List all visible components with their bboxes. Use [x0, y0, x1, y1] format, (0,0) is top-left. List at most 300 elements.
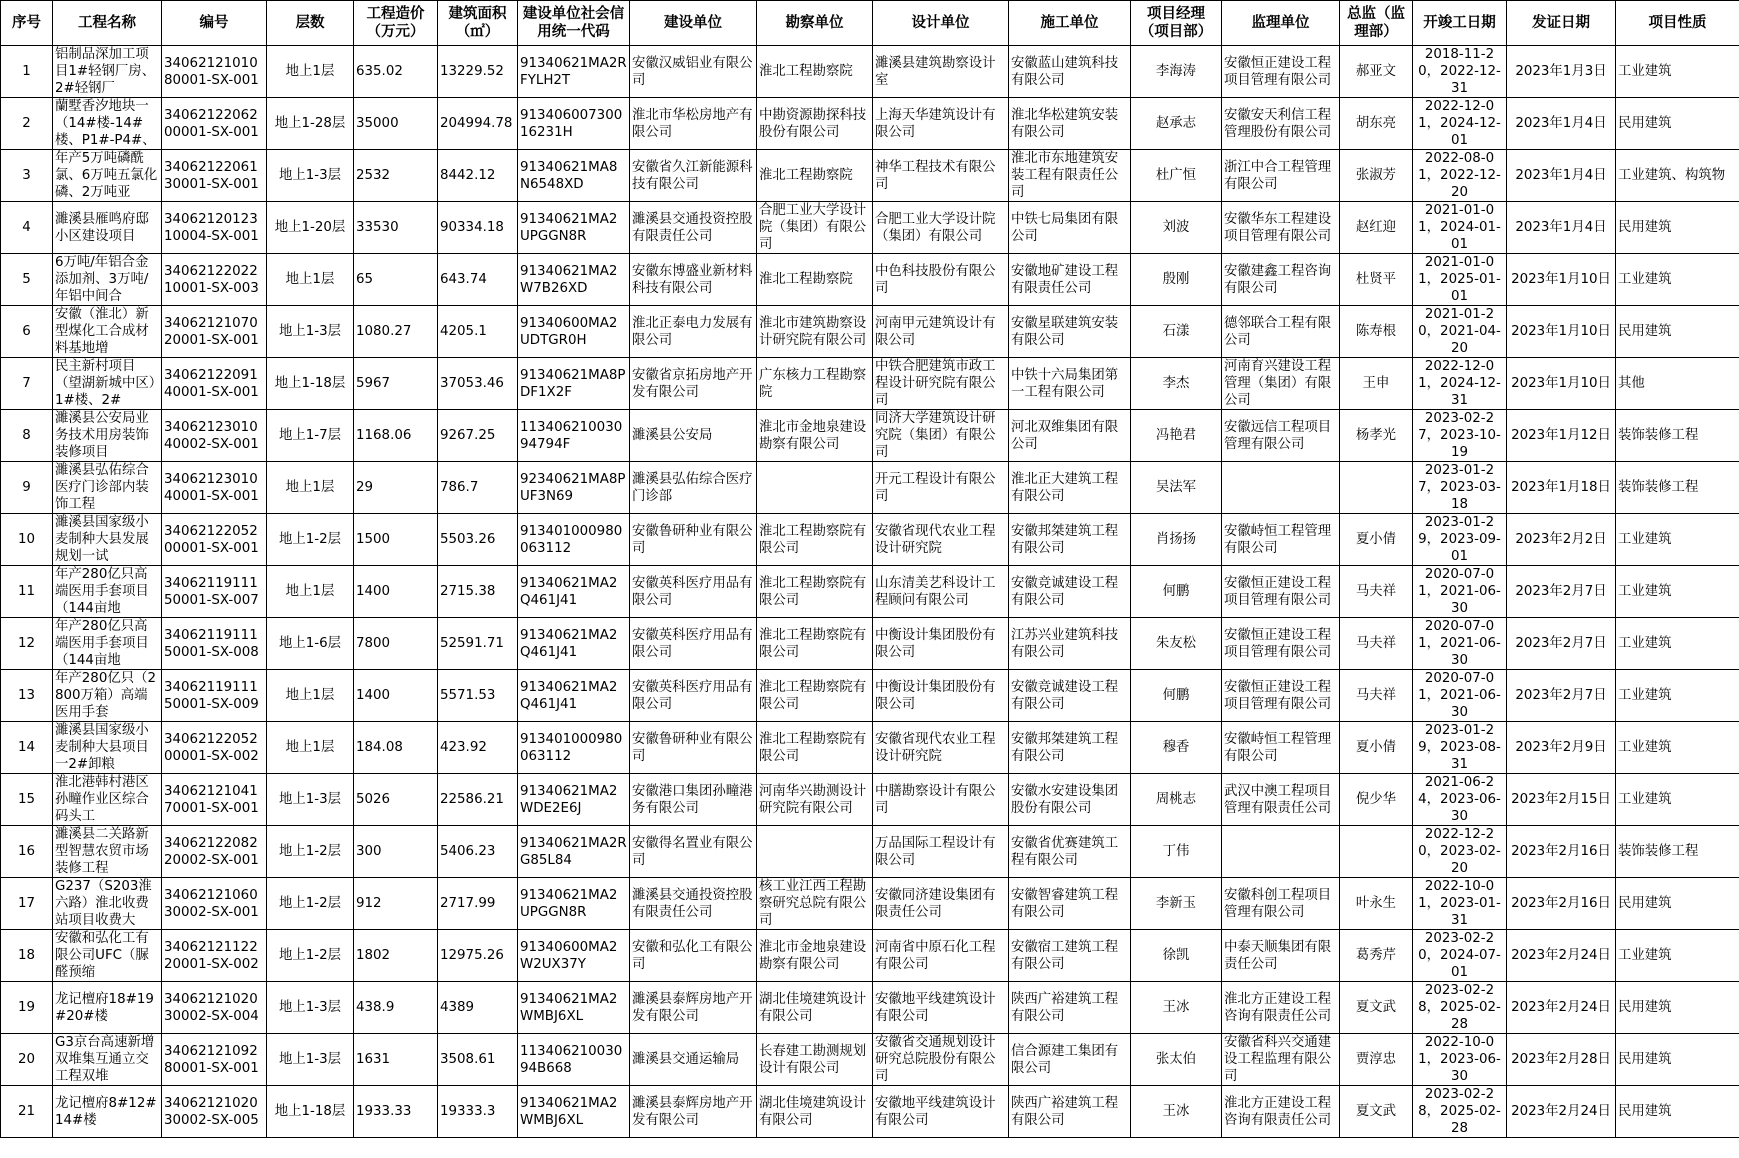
cell-issue-date [1507, 514, 1616, 566]
cell-text: 2023-01-27，2023-03-18 [1418, 463, 1501, 512]
cell-construction-unit [1009, 566, 1131, 618]
cell-seq [1, 930, 53, 982]
cell-text: 安徽同济建设集团有限责任公司 [875, 887, 996, 920]
cell-chief-supervisor [1340, 566, 1413, 618]
cell-text: 21 [17, 1104, 36, 1119]
cell-text: 2022-12-01，2024-12-01 [1418, 99, 1501, 148]
cell-project-type [1616, 1086, 1739, 1138]
cell-text: 刘波 [1162, 220, 1190, 235]
cell-floors [267, 670, 354, 722]
header-construction-unit: 施工单位 [1009, 1, 1131, 46]
cell-text: 地上1层 [285, 480, 335, 495]
cell-project-name [53, 982, 162, 1034]
cell-text: 淮北市华松房地产有限公司 [632, 107, 753, 140]
cell-cost [354, 878, 438, 930]
cell-serial-no [162, 722, 267, 774]
cell-text: 2023年1月4日 [1515, 116, 1607, 131]
cell-project-manager [1131, 774, 1222, 826]
cell-chief-supervisor [1340, 618, 1413, 670]
cell-design-unit [873, 202, 1009, 254]
cell-cost [354, 1034, 438, 1086]
cell-text: 1802 [356, 948, 391, 963]
cell-text: 2023-01-29，2023-08-31 [1418, 723, 1501, 772]
cell-text: 夏文武 [1355, 1104, 1397, 1119]
cell-text: 安徽省现代农业工程设计研究院 [875, 523, 996, 556]
cell-cost [354, 150, 438, 202]
cell-credit-code [518, 462, 630, 514]
cell-text: 91340621MA2Q461J41 [520, 575, 618, 608]
header-area: 建筑面积（㎡） [438, 1, 518, 46]
cell-text: 1168.06 [356, 428, 412, 443]
cell-text: 1631 [356, 1052, 391, 1067]
cell-cost [354, 982, 438, 1034]
cell-text: 胡东亮 [1355, 116, 1397, 131]
cell-survey-unit [757, 878, 873, 930]
cell-text: 安徽建鑫工程咨询有限公司 [1224, 263, 1332, 296]
cell-project-manager [1131, 410, 1222, 462]
cell-text: 8 [22, 428, 31, 443]
cell-text: 2022-08-01，2022-12-20 [1418, 151, 1501, 200]
header-project-type: 项目性质 [1616, 1, 1739, 46]
cell-issue-date [1507, 930, 1616, 982]
cell-supervision-unit [1222, 358, 1340, 410]
cell-text: 地上1-2层 [278, 896, 342, 911]
cell-text: 2021-01-20，2021-04-20 [1418, 307, 1501, 356]
cell-text: 20 [17, 1052, 36, 1067]
cell-design-unit [873, 98, 1009, 150]
cell-start-end-dates [1413, 1086, 1507, 1138]
cell-construction-unit [1009, 46, 1131, 98]
cell-construction-unit [1009, 202, 1131, 254]
cell-text: 工业建筑 [1618, 64, 1672, 79]
cell-text: 合肥工业大学设计院（集团）有限公司 [875, 211, 996, 244]
cell-project-name [53, 826, 162, 878]
cell-text: 2023年2月16日 [1511, 844, 1611, 859]
cell-seq [1, 410, 53, 462]
cell-credit-code [518, 254, 630, 306]
cell-text: 殷刚 [1162, 272, 1190, 287]
cell-text: 山东清美艺科设计工程顾问有限公司 [875, 575, 996, 608]
cell-area [438, 46, 518, 98]
cell-seq [1, 358, 53, 410]
header-credit-code: 建设单位社会信用统一代码 [518, 1, 630, 46]
cell-text: 淮北正泰电力发展有限公司 [632, 315, 753, 348]
cell-cost [354, 306, 438, 358]
cell-seq [1, 1034, 53, 1086]
cell-floors [267, 358, 354, 410]
cell-text: 3406212205200001-SX-001 [164, 523, 259, 556]
cell-text: 91340621MA2WMBJ6XL [520, 1095, 618, 1128]
cell-construction-unit [1009, 618, 1131, 670]
cell-project-name [53, 306, 162, 358]
header-project-name: 工程名称 [53, 1, 162, 46]
cell-text: 张太伯 [1155, 1052, 1197, 1067]
cell-client [630, 982, 757, 1034]
cell-text: 3406212109280001-SX-001 [164, 1043, 259, 1076]
cell-text: 786.7 [440, 480, 479, 495]
cell-text: 17 [17, 896, 36, 911]
cell-text: 安徽恒正建设工程项目管理有限公司 [1224, 627, 1332, 660]
cell-text: 11340621003094B668 [520, 1043, 623, 1076]
cell-text: 何鹏 [1162, 584, 1190, 599]
cell-text: 濉溪县交通投资控股有限责任公司 [632, 887, 753, 920]
cell-survey-unit [757, 670, 873, 722]
cell-client [630, 774, 757, 826]
cell-project-type [1616, 930, 1739, 982]
cell-client [630, 462, 757, 514]
cell-floors [267, 826, 354, 878]
table-row [1, 254, 1739, 306]
cell-design-unit [873, 670, 1009, 722]
cell-construction-unit [1009, 774, 1131, 826]
header-row [1, 1, 1739, 46]
cell-area [438, 514, 518, 566]
cell-text: 2023年1月18日 [1511, 480, 1611, 495]
cell-text: 安徽省京拓房地产开发有限公司 [632, 367, 753, 400]
cell-design-unit [873, 306, 1009, 358]
cell-text: 工业建筑 [1618, 272, 1672, 287]
cell-project-manager [1131, 878, 1222, 930]
cell-text: 安徽峙恒工程管理有限公司 [1224, 523, 1332, 556]
cell-project-type [1616, 410, 1739, 462]
cell-text: 22586.21 [440, 792, 504, 807]
cell-project-manager [1131, 722, 1222, 774]
cell-text: 1 [22, 64, 31, 79]
cell-text: 信合源建工集团有限公司 [1011, 1043, 1119, 1076]
cell-text: 2022-12-01，2024-12-31 [1418, 359, 1501, 408]
cell-project-type [1616, 982, 1739, 1034]
cell-text: 91340621MA2RFYLH2T [520, 55, 627, 88]
cell-design-unit [873, 150, 1009, 202]
cell-chief-supervisor [1340, 46, 1413, 98]
cell-text: 635.02 [356, 64, 403, 79]
cell-floors [267, 202, 354, 254]
cell-area [438, 774, 518, 826]
cell-text: 5 [22, 272, 31, 287]
cell-text: 9267.25 [440, 428, 496, 443]
cell-credit-code [518, 358, 630, 410]
cell-survey-unit [757, 98, 873, 150]
cell-text: 2020-07-01，2021-06-30 [1418, 567, 1501, 616]
cell-text: 淮北港韩村港区孙疃作业区综合码头工 [55, 775, 149, 824]
cell-serial-no [162, 306, 267, 358]
cell-survey-unit [757, 774, 873, 826]
cell-text: 安徽华东工程建设项目管理有限公司 [1224, 211, 1332, 244]
table-row [1, 878, 1739, 930]
cell-project-name [53, 410, 162, 462]
cell-text: G3京台高速新增双堆集互通立交工程双堆 [55, 1035, 155, 1084]
cell-text: 地上1-6层 [278, 636, 342, 651]
cell-area [438, 878, 518, 930]
cell-client [630, 566, 757, 618]
cell-area [438, 462, 518, 514]
cell-construction-unit [1009, 930, 1131, 982]
cell-text: 2023年2月7日 [1515, 688, 1607, 703]
cell-supervision-unit [1222, 930, 1340, 982]
cell-chief-supervisor [1340, 150, 1413, 202]
cell-text: 安徽英科医疗用品有限公司 [632, 627, 753, 660]
cell-text: 2020-07-01，2021-06-30 [1418, 671, 1501, 720]
cell-issue-date [1507, 462, 1616, 514]
cell-start-end-dates [1413, 98, 1507, 150]
cell-area [438, 670, 518, 722]
cell-text: 开元工程设计有限公司 [875, 471, 996, 504]
cell-credit-code [518, 878, 630, 930]
cell-text: 李杰 [1162, 376, 1190, 391]
cell-text: 装饰装修工程 [1618, 480, 1699, 495]
cell-text: 淮北方正建设工程咨询有限责任公司 [1224, 1095, 1332, 1128]
cell-text: 3406212104170001-SX-001 [164, 783, 259, 816]
cell-credit-code [518, 1086, 630, 1138]
cell-text: 安徽远信工程项目管理有限公司 [1224, 419, 1332, 452]
cell-design-unit [873, 410, 1009, 462]
cell-project-manager [1131, 98, 1222, 150]
cell-issue-date [1507, 358, 1616, 410]
cell-supervision-unit [1222, 306, 1340, 358]
cell-project-type [1616, 826, 1739, 878]
table-row [1, 358, 1739, 410]
cell-issue-date [1507, 670, 1616, 722]
cell-text: 湖北佳境建筑设计有限公司 [759, 991, 867, 1024]
cell-text: 1500 [356, 532, 391, 547]
cell-seq [1, 618, 53, 670]
header-floors: 层数 [267, 1, 354, 46]
cell-text: 安徽宿工建筑工程有限公司 [1011, 939, 1119, 972]
cell-text: 安徽恒正建设工程项目管理有限公司 [1224, 679, 1332, 712]
cell-seq [1, 982, 53, 1034]
cell-supervision-unit [1222, 774, 1340, 826]
cell-project-type [1616, 358, 1739, 410]
cell-chief-supervisor [1340, 254, 1413, 306]
cell-text: 江苏兴业建筑科技有限公司 [1011, 627, 1119, 660]
cell-text: 王冰 [1162, 1000, 1190, 1015]
cell-text: 11340621003094794F [520, 419, 623, 452]
cell-text: 91340600730016231H [520, 107, 623, 140]
cell-seq [1, 306, 53, 358]
cell-issue-date [1507, 566, 1616, 618]
cell-cost [354, 826, 438, 878]
cell-supervision-unit [1222, 982, 1340, 1034]
cell-area [438, 566, 518, 618]
cell-seq [1, 202, 53, 254]
cell-text: 安徽智睿建筑工程有限公司 [1011, 887, 1119, 920]
header-project-manager: 项目经理（项目部） [1131, 1, 1222, 46]
cell-chief-supervisor [1340, 826, 1413, 878]
cell-text: 3508.61 [440, 1052, 496, 1067]
cell-text: 安徽星联建筑安装有限公司 [1011, 315, 1119, 348]
cell-chief-supervisor [1340, 774, 1413, 826]
cell-text: 2023-02-28，2025-02-28 [1418, 983, 1501, 1032]
cell-client [630, 306, 757, 358]
cell-text: 武汉中澳工程项目管理有限责任公司 [1224, 783, 1332, 816]
cell-text: 2021-01-01，2024-01-01 [1418, 203, 1501, 252]
cell-issue-date [1507, 46, 1616, 98]
cell-text: 工业建筑 [1618, 584, 1672, 599]
cell-text: 中色科技股份有限公司 [875, 263, 996, 296]
cell-survey-unit [757, 254, 873, 306]
cell-seq [1, 462, 53, 514]
cell-project-manager [1131, 306, 1222, 358]
cell-project-manager [1131, 462, 1222, 514]
cell-client [630, 670, 757, 722]
cell-text: 91340600MA2UDTGR0H [520, 315, 618, 348]
cell-text: 地上1层 [285, 740, 335, 755]
cell-text: 2023年2月24日 [1511, 1104, 1611, 1119]
cell-supervision-unit [1222, 410, 1340, 462]
cell-text: 2532 [356, 168, 391, 183]
cell-project-manager [1131, 46, 1222, 98]
cell-text: 淮北市东地建筑安装工程有限责任公司 [1011, 151, 1119, 200]
cell-text: 3406212102030002-SX-004 [164, 991, 259, 1024]
cell-construction-unit [1009, 98, 1131, 150]
table-row [1, 930, 1739, 982]
cell-text: 2023年1月10日 [1511, 324, 1611, 339]
cell-credit-code [518, 46, 630, 98]
cell-start-end-dates [1413, 46, 1507, 98]
cell-text: G237（S203淮六路）淮北收费站项目收费大 [55, 879, 152, 928]
cell-text: 91340621MA8N6548XD [520, 159, 618, 192]
cell-text: 3406212202210001-SX-003 [164, 263, 259, 296]
cell-text: 淮北市建筑勘察设计研究院有限公司 [759, 315, 867, 348]
cell-design-unit [873, 254, 1009, 306]
cell-text: 陕西广裕建筑工程有限公司 [1011, 991, 1119, 1024]
cell-text: 濉溪县国家级小麦制种大县发展规划一试 [55, 515, 149, 564]
cell-credit-code [518, 306, 630, 358]
cell-text: 民用建筑 [1618, 1052, 1672, 1067]
cell-floors [267, 514, 354, 566]
cell-text: 民用建筑 [1618, 896, 1672, 911]
cell-text: 91340621MA2UPGGN8R [520, 887, 618, 920]
table-row [1, 306, 1739, 358]
cell-client [630, 618, 757, 670]
cell-text: 徐凯 [1162, 948, 1190, 963]
table-row [1, 670, 1739, 722]
cell-text: 3406212102030002-SX-005 [164, 1095, 259, 1128]
cell-cost [354, 254, 438, 306]
cell-text: 濉溪县雁鸣府邸小区建设项目 [55, 211, 149, 244]
cell-text: 濉溪县弘佑综合医疗门诊部 [632, 471, 753, 504]
cell-cost [354, 202, 438, 254]
cell-text: 中衡设计集团股份有限公司 [875, 679, 996, 712]
cell-text: 2023年2月7日 [1515, 636, 1607, 651]
cell-project-name [53, 930, 162, 982]
cell-chief-supervisor [1340, 358, 1413, 410]
cell-survey-unit [757, 826, 873, 878]
cell-serial-no [162, 826, 267, 878]
cell-text: 杜广恒 [1155, 168, 1197, 183]
cell-text: 年产5万吨磷酰氯、6万吨五氯化磷、2万吨亚 [55, 151, 158, 200]
cell-text: 1400 [356, 584, 391, 599]
cell-text: 淮北市金地泉建设勘察有限公司 [759, 419, 867, 452]
cell-construction-unit [1009, 254, 1131, 306]
cell-start-end-dates [1413, 410, 1507, 462]
cell-text: 2021-06-24，2023-06-30 [1418, 775, 1501, 824]
cell-area [438, 202, 518, 254]
cell-project-manager [1131, 930, 1222, 982]
cell-text: 夏文武 [1355, 1000, 1397, 1015]
cell-area [438, 410, 518, 462]
cell-survey-unit [757, 150, 873, 202]
cell-text: 淮北工程勘察院 [759, 64, 853, 79]
cell-text: 7 [22, 376, 31, 391]
cell-text: 濉溪县泰辉房地产开发有限公司 [632, 991, 753, 1024]
table-row [1, 410, 1739, 462]
cell-text: 湖北佳境建筑设计有限公司 [759, 1095, 867, 1128]
cell-issue-date [1507, 1086, 1616, 1138]
cell-text: 14 [17, 740, 36, 755]
cell-text: 核工业江西工程勘察研究总院有限公司 [759, 879, 867, 928]
cell-serial-no [162, 254, 267, 306]
cell-cost [354, 1086, 438, 1138]
cell-issue-date [1507, 618, 1616, 670]
cell-supervision-unit [1222, 514, 1340, 566]
cell-text: 安徽英科医疗用品有限公司 [632, 575, 753, 608]
cell-issue-date [1507, 306, 1616, 358]
cell-text: 同济大学建筑设计研究院（集团）有限公司 [875, 411, 996, 460]
cell-project-type [1616, 98, 1739, 150]
cell-text: 龙记檀府18#19#20#楼 [55, 991, 154, 1024]
cell-serial-no [162, 930, 267, 982]
cell-serial-no [162, 150, 267, 202]
cell-text: 淮北工程勘察院有限公司 [759, 627, 867, 660]
cell-text: 淮北工程勘察院有限公司 [759, 731, 867, 764]
cell-floors [267, 410, 354, 462]
cell-supervision-unit [1222, 46, 1340, 98]
cell-text: 装饰装修工程 [1618, 428, 1699, 443]
cell-text: 年产280亿只高端医用手套项目（144亩地 [55, 619, 149, 668]
cell-text: 2022-10-01，2023-01-31 [1418, 879, 1501, 928]
cell-issue-date [1507, 98, 1616, 150]
cell-construction-unit [1009, 1086, 1131, 1138]
cell-client [630, 1034, 757, 1086]
cell-text: 2023年2月2日 [1515, 532, 1607, 547]
cell-text: 90334.18 [440, 220, 504, 235]
cell-project-manager [1131, 358, 1222, 410]
cell-construction-unit [1009, 358, 1131, 410]
cell-text: 工业建筑 [1618, 532, 1672, 547]
cell-design-unit [873, 46, 1009, 98]
cell-serial-no [162, 202, 267, 254]
cell-text: 3406212206200001-SX-001 [164, 107, 259, 140]
cell-text: 2021-01-01，2025-01-01 [1418, 255, 1501, 304]
cell-start-end-dates [1413, 930, 1507, 982]
cell-seq [1, 878, 53, 930]
cell-text: 65 [356, 272, 374, 287]
cell-credit-code [518, 982, 630, 1034]
header-issue-date: 发证日期 [1507, 1, 1616, 46]
table-row [1, 150, 1739, 202]
cell-text: 安徽水安建设集团股份有限公司 [1011, 783, 1119, 816]
cell-text: 安徽省优赛建筑工程有限公司 [1011, 835, 1119, 868]
cell-text: 安徽科创工程项目管理有限公司 [1224, 887, 1332, 920]
header-design-unit: 设计单位 [873, 1, 1009, 46]
cell-text: 中泰天顺集团有限责任公司 [1224, 939, 1332, 972]
cell-seq [1, 46, 53, 98]
cell-text: 3406212107020001-SX-001 [164, 315, 259, 348]
cell-start-end-dates [1413, 670, 1507, 722]
cell-seq [1, 254, 53, 306]
cell-text: 91340621MA2W7B26XD [520, 263, 618, 296]
cell-area [438, 1034, 518, 1086]
cell-serial-no [162, 514, 267, 566]
cell-start-end-dates [1413, 826, 1507, 878]
table-row [1, 1034, 1739, 1086]
cell-floors [267, 1086, 354, 1138]
cell-credit-code [518, 774, 630, 826]
cell-text: 濉溪县交通运输局 [632, 1052, 740, 1067]
cell-text: 地上1-3层 [278, 1052, 342, 1067]
cell-project-name [53, 878, 162, 930]
